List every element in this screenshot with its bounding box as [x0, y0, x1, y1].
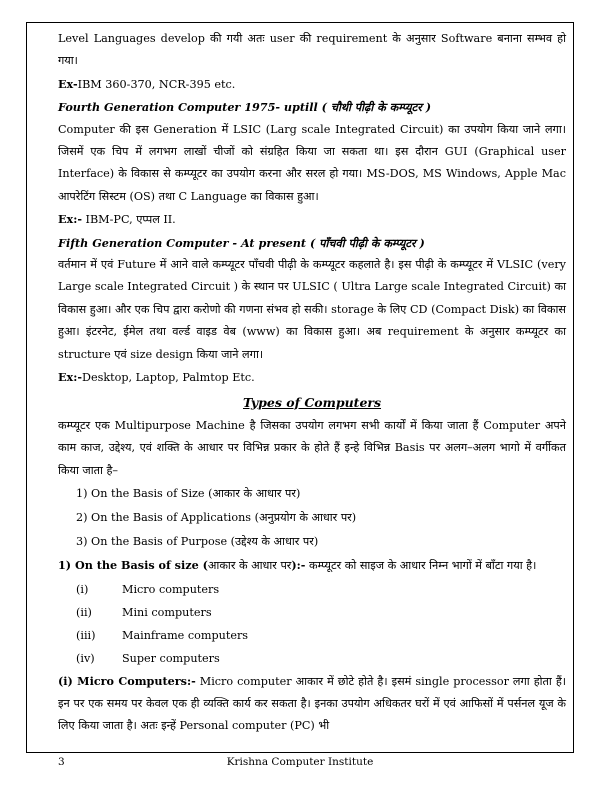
- heading-basis-of-size: 1) On the Basis of size (आकार के आधार पर):- कम्प्यूटर को साइज के आधार निम्न भागों में बाँटा गया है।: [58, 558, 537, 573]
- page-content: [58, 28, 566, 738]
- list-item: 3) On the Basis of Purpose (उद्देश्य के आधार पर): [76, 535, 319, 549]
- list-item: 2) On the Basis of Applications (अनुप्रयोग के आधार पर): [76, 511, 357, 525]
- footer-institute: Krishna Computer Institute: [226, 756, 374, 768]
- size-types-list: [58, 578, 566, 670]
- page-border-right: [573, 22, 574, 752]
- paragraph-micro-computers: (i) Micro Computers:- Micro computer आकार में छोटे होते है। इसमं single processor लगा होता हैं। इन पर एक समय पर केवल एक ही व्यक्ति कार्य कर सकता है। इनका उपयोग अधिकतर घरों में एवं आफिसों में पर्सनल यूज के लिए किया जाता है। अतः इन्हें Personal computer (PC) भी: [58, 673, 567, 733]
- basis-list: [58, 482, 566, 554]
- example-fourth-gen: Ex:- IBM-PC, एप्पल II.: [58, 212, 176, 227]
- heading-types-of-computers: Types of Computers: [242, 394, 382, 410]
- page-border-top: [26, 22, 574, 23]
- page-border-bottom: [26, 752, 574, 753]
- example-third-gen: Ex-IBM 360-370, NCR-395 etc.: [58, 76, 236, 91]
- list-item: (i) Micro computers: [76, 582, 220, 596]
- list-item: (iii) Mainframe computers: [76, 628, 249, 642]
- list-item: (iv) Super computers: [76, 651, 220, 665]
- page-border-left: [26, 22, 27, 752]
- list-item: (ii) Mini computers: [76, 605, 212, 619]
- paragraph-types-intro: कम्प्यूटर एक Multipurpose Machine है जिसका उपयोग लगभग सभी कार्यों में किया जाता हैं Computer अपने काम काज, उद्देश्य, एवं शक्ति के आधार पर विभिन्न प्रकार के होते हैं इन्हे विभिन्न Basis पर अलग–अलग भागो में वर्गीकत किया जाता है–: [58, 418, 566, 477]
- page-number: 3: [58, 756, 65, 768]
- list-item: 1) On the Basis of Size (आकार के आधार पर): [76, 487, 301, 501]
- example-fifth-gen: Ex:-Desktop, Laptop, Palmtop Etc.: [58, 370, 255, 385]
- paragraph-fifth-generation: वर्तमान में एवं Future में आने वाले कम्प्यूटर पाँचवी पीढ़ी के कम्प्यूटर कहलाते है। इस पीढ़ी के कम्प्यूटर में VLSIC (very Large scale Integrated Circuit ) के स्थान पर ULSIC ( Ultra Large scale Integrated Circuit) का विकास हुआ। और एक चिप द्वारा करोणो की गणना संभव हो सकी। storage के लिए CD (Compact Disk) का विकास हुआ। इंटरनेट, ईमेल तथा वर्ल्ड वाइड वेब (www) का विकास हुआ। अब requirement के अनुसार कम्प्यूटर का structure एवं size design किया जाने लगा।: [58, 258, 566, 361]
- paragraph-fourth-generation: Computer की इस Generation में LSIC (Larg scale Integrated Circuit) का उपयोग किया जाने लगा। जिसमें एक चिप में लगभग लाखों चीजों को संग्रहित किया जा सकता था। इस दौरान GUI (Graphical user Interface) के विकास से कम्प्यूटर का उपयोग करना और सरल हो गया। MS-DOS, MS Windows, Apple Mac आपरेटिंग सिस्टम (OS) तथा C Language का विकास हुआ।: [58, 122, 566, 203]
- paragraph-third-gen-end: Level Languages develop की गयी अतः user की requirement के अनुसार Software बनाना सम्भव हो गया।: [58, 32, 566, 68]
- heading-fifth-generation: Fifth Generation Computer - At present ( पाँचवी पीढ़ी के कम्प्यूटर ): [58, 235, 425, 250]
- heading-fourth-generation: Fourth Generation Computer 1975- uptill ( चौथी पीढ़ी के कम्प्यूटर ): [58, 100, 432, 115]
